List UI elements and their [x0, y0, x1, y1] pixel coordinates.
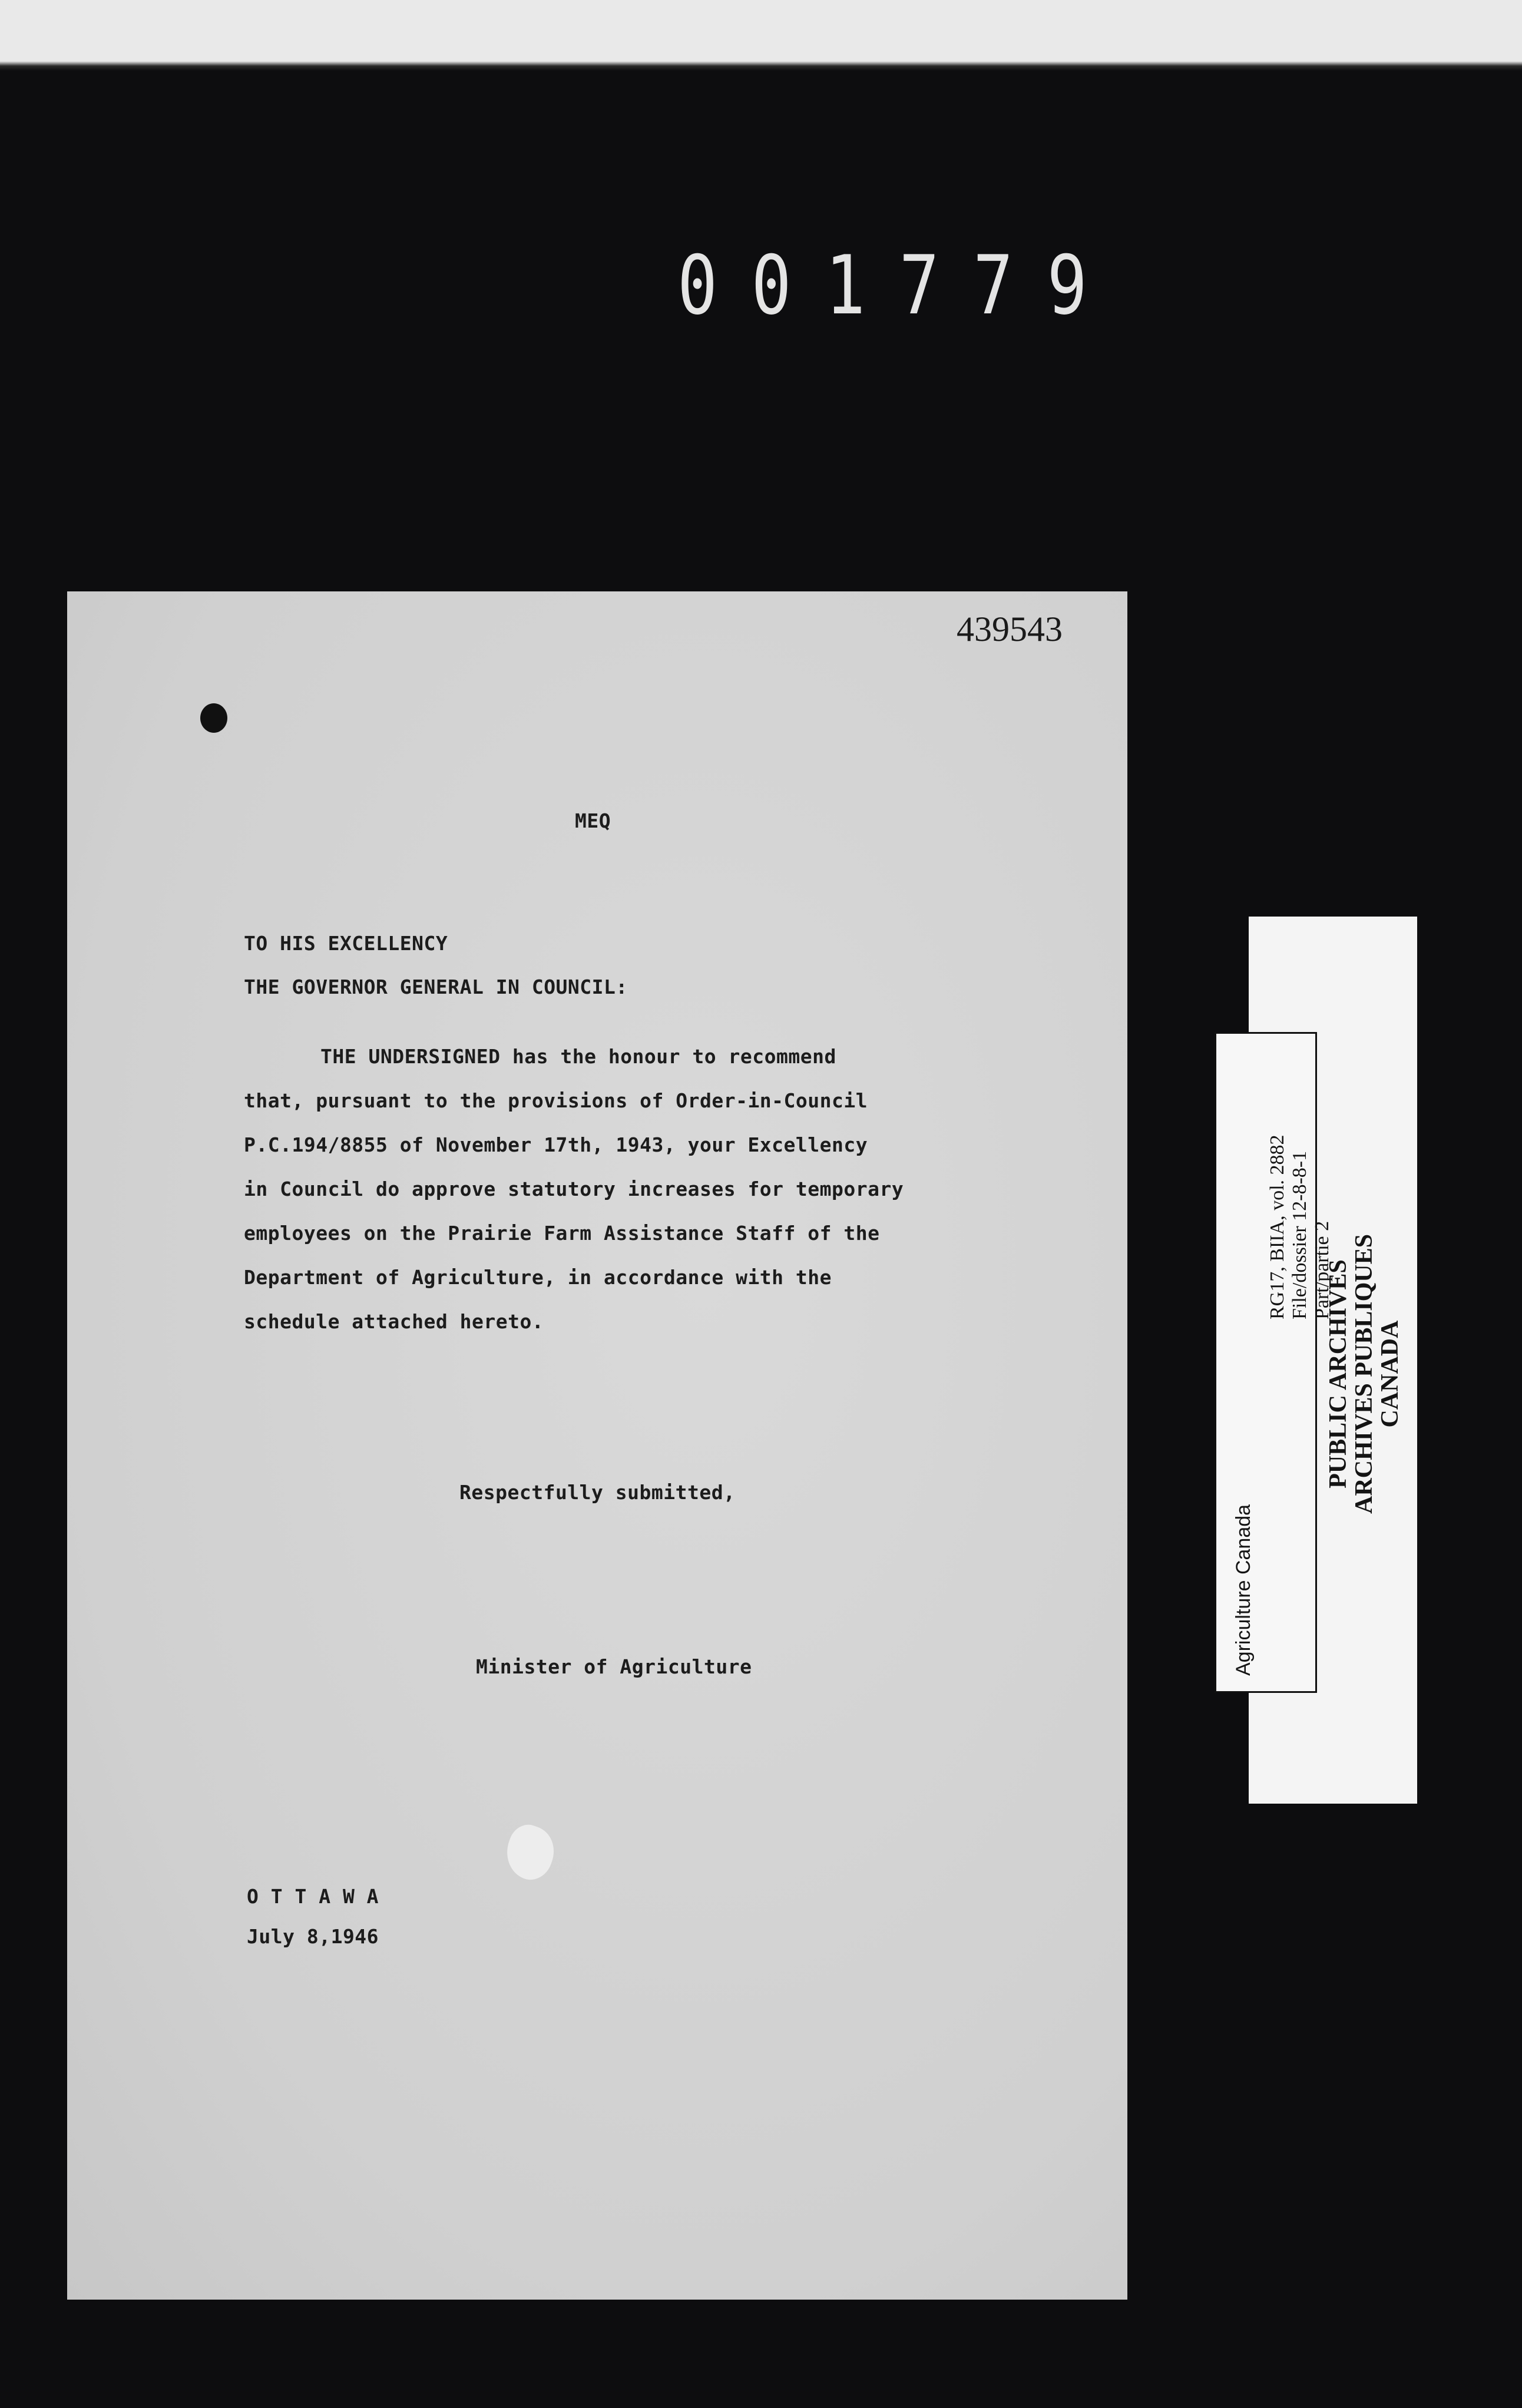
label-ref-line: Part/partie 2	[1311, 1220, 1333, 1319]
label-ref-line: File/dossier 12-8-8-1	[1289, 1150, 1311, 1319]
film-top-edge	[0, 0, 1522, 71]
closing-line: Respectfully submitted,	[459, 1481, 736, 1504]
addressee-line-1: TO HIS EXCELLENCY	[244, 932, 448, 955]
document-number: 439543	[957, 610, 1063, 649]
frame-number: 001779	[677, 238, 1121, 333]
punch-hole	[200, 703, 227, 733]
archive-label	[1215, 1032, 1317, 1693]
place-line: O T T A W A	[247, 1885, 379, 1908]
document-page	[67, 591, 1127, 2300]
label-ref-line: RG17, BIIA, vol. 2882	[1266, 1134, 1288, 1319]
body-line: in Council do approve statutory increases for temporary	[244, 1177, 904, 1200]
label-archives	[1325, 1234, 1403, 1514]
label-archive-line: CANADA	[1377, 1320, 1404, 1428]
body-line: employees on the Prairie Farm Assistance Staff of the	[244, 1222, 880, 1245]
date-line: July 8,1946	[247, 1925, 379, 1948]
signatory-title: Minister of Agriculture	[476, 1655, 752, 1678]
label-department: Agriculture Canada	[1232, 1504, 1255, 1676]
body-line: P.C.194/8855 of November 17th, 1943, your Excellency	[244, 1133, 868, 1156]
body-line: that, pursuant to the provisions of Order-in-Council	[244, 1089, 868, 1112]
body-line: schedule attached hereto.	[244, 1310, 544, 1333]
label-archive-line: ARCHIVES PUBLIQUES	[1351, 1234, 1378, 1514]
label-archive-line: PUBLIC ARCHIVES	[1325, 1259, 1352, 1489]
document-code: MEQ	[575, 809, 611, 832]
recommendation-body	[244, 1034, 1010, 1344]
label-reference	[1266, 1134, 1334, 1319]
body-line: THE UNDERSIGNED has the honour to recommend	[320, 1045, 836, 1068]
addressee-line-2: THE GOVERNOR GENERAL IN COUNCIL:	[244, 975, 628, 998]
body-line: Department of Agriculture, in accordance with the	[244, 1266, 832, 1289]
